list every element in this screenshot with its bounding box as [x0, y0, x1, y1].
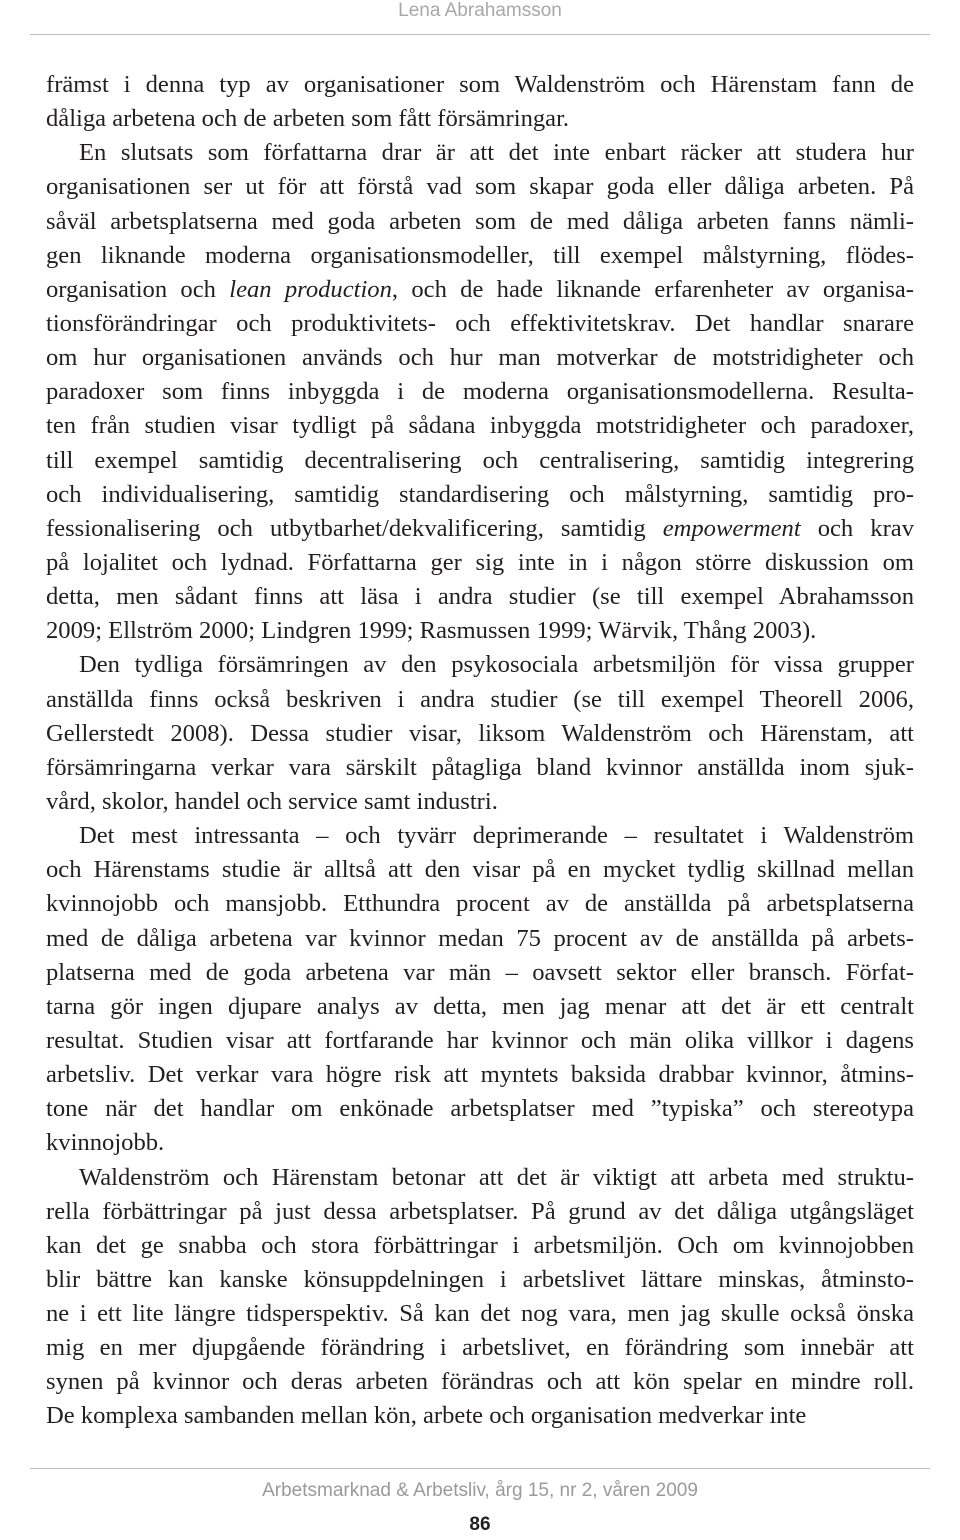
- text-segment: organisation och: [46, 275, 230, 303]
- text-line: gen liknande moderna organisationsmodeller, till exempel målstyrning, flödes-: [46, 241, 914, 269]
- text-line: En slutsats som författarna drar är att det inte enbart räcker att studera hur: [79, 139, 914, 167]
- text-line: resultat. Studien visar att fortfarande har kvinnor och män olika villkor i dagens: [46, 1026, 914, 1054]
- text-line: och individualisering, samtidig standardisering och målstyrning, samtidig pro-: [46, 480, 914, 508]
- footer-journal-citation: Arbetsmarknad & Arbetsliv, årg 15, nr 2, våren 2009: [262, 1480, 698, 1501]
- footer-rule: [30, 1468, 930, 1469]
- article-body: [46, 68, 914, 1434]
- text-line: till exempel samtidig decentralisering och centralisering, samtidig integrering: [46, 446, 914, 474]
- text-segment: och krav: [800, 514, 914, 542]
- text-line: [46, 273, 914, 307]
- text-segment: , och de hade liknande erfarenheter av organisa-: [391, 275, 914, 303]
- text-line: tarna gör ingen djupare analys av detta, men jag menar att det är ett centralt: [46, 992, 914, 1020]
- text-line: blir bättre kan kanske könsuppdelningen i arbetslivet lättare minskas, åtminsto-: [46, 1265, 914, 1293]
- text-line: tone när det handlar om enkönade arbetsplatser med ”typiska” och stereotypa: [46, 1095, 914, 1123]
- header-rule: [30, 34, 930, 35]
- text-line: Det mest intressanta – och tyvärr deprimerande – resultatet i Waldenström: [79, 822, 914, 850]
- text-line: Den tydliga försämringen av den psykosociala arbetsmiljön för vissa grupper: [79, 651, 914, 679]
- text-segment: fessionalisering och utbytbarhet/dekvalificering, samtidig: [46, 514, 663, 542]
- text-line: vård, skolor, handel och service samt industri.: [46, 787, 498, 815]
- text-line: rella förbättringar på just dessa arbetsplatser. På grund av det dåliga utgångsläget: [46, 1197, 914, 1225]
- text-line: försämringarna verkar vara särskilt påtagliga bland kvinnor anställda inom sjuk-: [46, 753, 914, 781]
- page-number: 86: [469, 1514, 491, 1535]
- text-line: ne i ett lite längre tidsperspektiv. Så kan det nog vara, men jag skulle också önska: [46, 1300, 914, 1328]
- text-line: kvinnojobb och mansjobb. Etthundra procent av de anställda på arbetsplatserna: [46, 890, 914, 918]
- text-line: och Härenstams studie är alltså att den visar på en mycket tydlig skillnad mellan: [46, 856, 914, 884]
- text-line: anställda finns också beskriven i andra studier (se till exempel Theorell 2006,: [46, 685, 914, 713]
- text-line: om hur organisationen används och hur man motverkar de motstridigheter och: [46, 344, 914, 372]
- text-line: synen på kvinnor och deras arbeten förändras och att kön spelar en mindre roll.: [46, 1368, 914, 1396]
- text-line: ten från studien visar tydligt på sådana inbyggda motstridigheter och paradoxer,: [46, 412, 914, 440]
- text-line: paradoxer som finns inbyggda i de moderna organisationsmodellerna. Resulta-: [46, 378, 914, 406]
- text-line: detta, men sådant finns att läsa i andra studier (se till exempel Abrahamsson: [46, 583, 914, 611]
- text-line: mig en mer djupgående förändring i arbetslivet, en förändring som innebär att: [46, 1334, 914, 1362]
- running-head-author: Lena Abrahamsson: [398, 0, 562, 21]
- text-line: med de dåliga arbetena var kvinnor medan 75 procent av de anställda på arbets-: [46, 924, 914, 952]
- text-line: främst i denna typ av organisationer som Waldenström och Härenstam fann de: [46, 71, 914, 98]
- text-line: kan det ge snabba och stora förbättringar i arbetsmiljön. Och om kvinnojobben: [46, 1231, 914, 1259]
- text-line: platserna med de goda arbetena var män – oavsett sektor eller bransch. Förfat-: [46, 958, 914, 986]
- text-line: Waldenström och Härenstam betonar att det är viktigt att arbeta med struktu-: [79, 1163, 914, 1191]
- text-line: Gellerstedt 2008). Dessa studier visar, liksom Waldenström och Härenstam, att: [46, 719, 914, 747]
- text-line: [46, 512, 914, 546]
- italic-term: lean production: [229, 275, 392, 303]
- text-line: De komplexa sambanden mellan kön, arbete och organisation medverkar inte: [46, 1402, 807, 1430]
- text-line: på lojalitet och lydnad. Författarna ger sig inte in i någon större diskussion om: [46, 548, 914, 576]
- italic-term: empowerment: [662, 514, 801, 542]
- text-line: organisationen ser ut för att förstå vad som skapar goda eller dåliga arbeten. På: [46, 173, 914, 201]
- text-line: tionsförändringar och produktivitets- och effektivitetskrav. Det handlar snarare: [46, 309, 914, 337]
- text-line: dåliga arbetena och de arbeten som fått försämringar.: [46, 105, 570, 133]
- text-line: kvinnojobb.: [46, 1129, 165, 1157]
- text-line: 2009; Ellström 2000; Lindgren 1999; Rasmussen 1999; Wärvik, Thång 2003).: [46, 617, 817, 645]
- text-line: arbetsliv. Det verkar vara högre risk att myntets baksida drabbar kvinnor, åtmins-: [46, 1061, 914, 1089]
- text-line: såväl arbetsplatserna med goda arbeten som de med dåliga arbeten fanns nämli-: [46, 207, 914, 235]
